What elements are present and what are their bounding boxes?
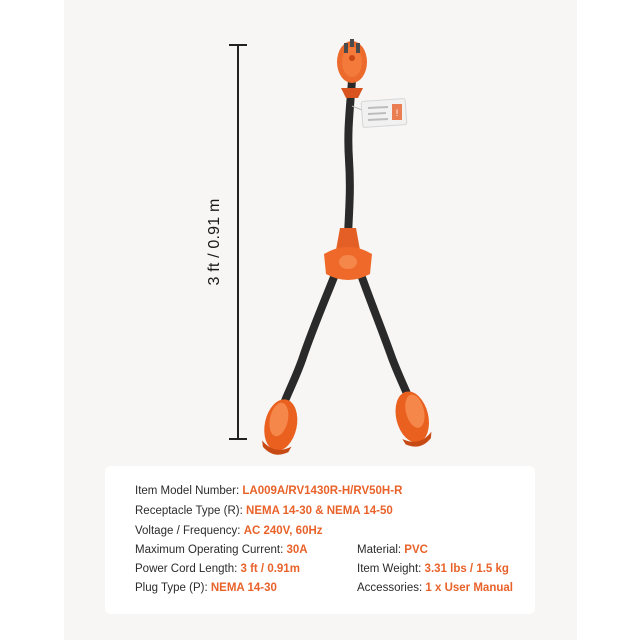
svg-text:!: ! — [395, 108, 399, 118]
left-cord — [283, 272, 336, 406]
right-cord — [360, 272, 408, 396]
spec-voltage-frequency: Voltage / Frequency: AC 240V, 60Hz — [135, 525, 323, 537]
spec-receptacle-type: Receptacle Type (R): NEMA 14-30 & NEMA 14-50 — [135, 505, 393, 517]
plug-nema-14-30 — [337, 39, 367, 98]
spec-plug-type: Plug Type (P): NEMA 14-30 — [135, 582, 277, 594]
warning-tag — [352, 98, 407, 127]
spec-card — [105, 466, 535, 614]
main-cord — [348, 80, 352, 236]
spec-item-weight: Item Weight: 3.31 lbs / 1.5 kg — [357, 563, 509, 575]
spec-accessories: Accessories: 1 x User Manual — [357, 582, 513, 594]
receptacle-left — [259, 396, 302, 457]
receptacle-right — [390, 388, 435, 450]
spec-cord-length: Power Cord Length: 3 ft / 0.91m — [135, 563, 300, 575]
spec-material: Material: PVC — [357, 544, 428, 556]
spec-item-model-number: Item Model Number: LA009A/RV1430R-H/RV50H-R — [135, 485, 403, 497]
y-junction — [324, 228, 372, 280]
dimension-label-text: 3 ft / 0.91 m — [206, 198, 223, 286]
spec-max-current: Maximum Operating Current: 30A — [135, 544, 308, 556]
